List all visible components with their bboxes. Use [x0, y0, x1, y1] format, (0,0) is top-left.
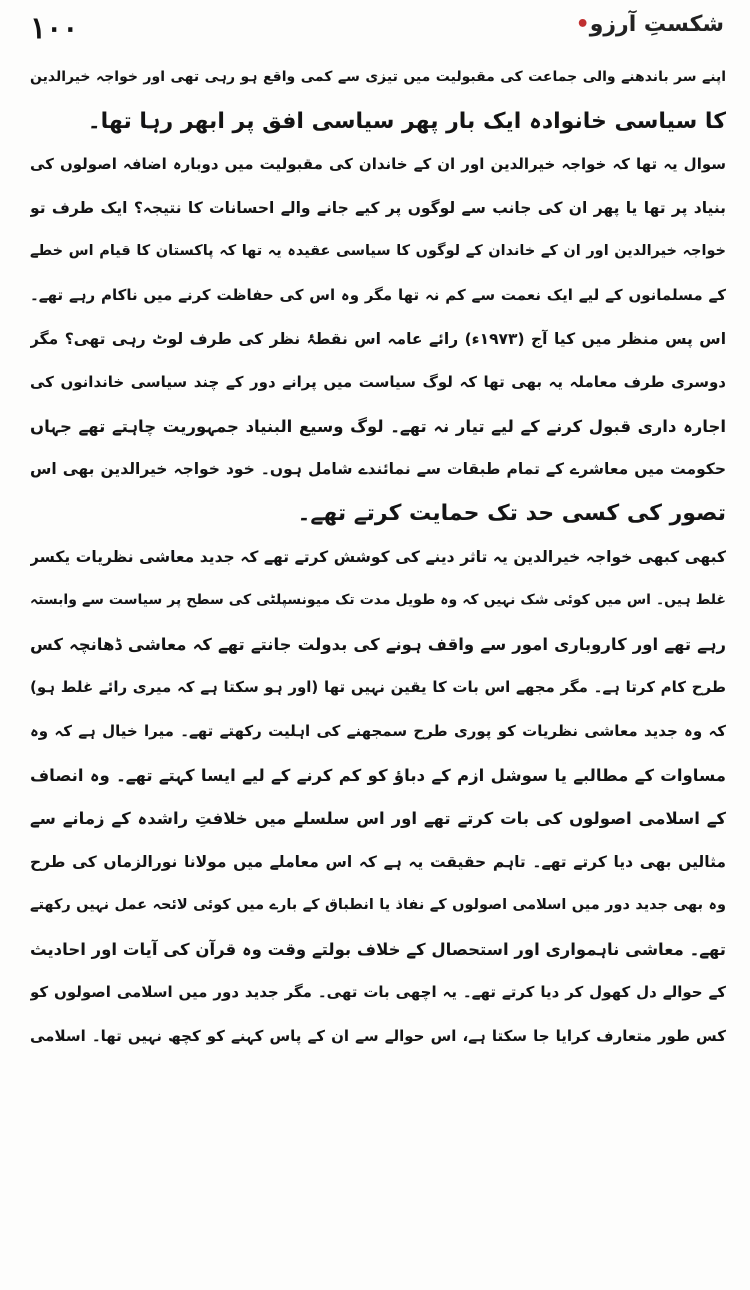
text-line: مساوات کے مطالبے یا سوشل ازم کے دباؤ کو کم کرنے کے لیے ایسا کہتے تھے۔ وہ انصاف — [30, 765, 726, 785]
text-line: طرح کام کرتا ہے۔ مگر مجھے اس بات کا یقین نہیں تھا (اور ہو سکتا ہے کہ میری رائے غلط ہو) — [30, 678, 726, 697]
page-header — [22, 8, 728, 54]
bullet-dot-icon: • — [575, 12, 590, 37]
text-line: کے حوالے دل کھول کر دیا کرتے تھے۔ یہ اچھی بات تھی۔ مگر جدید دور میں اسلامی اصولوں کو — [30, 983, 726, 1002]
text-line: خواجہ خیرالدین اور ان کے خاندان کے لوگوں کا سیاسی عقیدہ یہ تھا کہ پاکستان کا قیام اس خطے — [30, 243, 726, 260]
text-line: کس طور متعارف کرایا جا سکتا ہے، اس حوالے سے ان کے پاس کہنے کو کچھ نہیں تھا۔ اسلامی — [30, 1027, 726, 1046]
body-text — [30, 56, 726, 1059]
running-title — [570, 12, 724, 38]
text-line: کہ وہ جدید معاشی نظریات کو پوری طرح سمجھنے کی اہلیت رکھتے تھے۔ میرا خیال ہے کہ وہ — [30, 721, 726, 740]
text-line: اجارہ داری قبول کرنے کے لیے تیار نہ تھے۔ لوگ وسیع البنیاد جمہوریت چاہتے تھے جہاں — [30, 416, 726, 436]
text-line: تصور کی کسی حد تک حمایت کرتے تھے۔ — [297, 500, 726, 526]
text-line: کے مسلمانوں کے لیے ایک نعمت سے کم نہ تھا مگر وہ اس کی حفاظت کرنے میں ناکام رہے تھے۔ — [30, 285, 726, 304]
text-line: مثالیں بھی دیا کرتے تھے۔ تاہم حقیقت یہ ہے کہ اس معاملے میں مولانا نورالزماں کی طرح — [30, 852, 726, 871]
text-line: حکومت میں معاشرے کے تمام طبقات سے نمائندے شامل ہوں۔ خود خواجہ خیرالدین بھی اس — [30, 460, 726, 479]
text-line: کبھی کبھی خواجہ خیرالدین یہ تاثر دینے کی کوشش کرتے تھے کہ جدید معاشی نظریات یکسر — [30, 547, 726, 566]
text-line: وہ بھی جدید دور میں اسلامی اصولوں کے نفاذ یا انطباق کے بارے میں کوئی لائحہ عمل نہیں رکھتے — [30, 897, 726, 914]
text-line: کے اسلامی اصولوں کی بات کرتے تھے اور اس سلسلے میں خلافتِ راشدہ کے زمانے سے — [30, 809, 726, 829]
text-line: اس پس منظر میں کیا آج (۱۹۷۳ء) رائے عامہ اس نقطۂ نظر کی طرف لوٹ رہی تھی؟ مگر — [30, 329, 726, 348]
text-line: بنیاد پر تھا یا پھر ان کی جانب سے لوگوں پر کیے جانے والے احسانات کا نتیجہ؟ ایک طرف تو — [30, 198, 726, 217]
text-line: کا سیاسی خانوادہ ایک بار پھر سیاسی افق پر ابھر رہا تھا۔ — [87, 108, 726, 134]
text-line: غلط ہیں۔ اس میں کوئی شک نہیں کہ وہ طویل مدت تک میونسپلٹی کی سطح پر سیاست سے وابستہ — [30, 592, 726, 609]
text-line: رہے تھے اور کاروباری امور سے واقف ہونے کی بدولت جانتے تھے کہ معاشی ڈھانچہ کس — [30, 634, 726, 654]
running-title-text: شکستِ آرزو — [589, 12, 724, 37]
text-line: اپنے سر باندھنے والی جماعت کی مقبولیت میں تیزی سے کمی واقع ہو رہی تھی اور خواجہ خیرالدین — [30, 69, 726, 85]
text-line: سوال یہ تھا کہ خواجہ خیرالدین اور ان کے خاندان کی مقبولیت میں دوبارہ اضافہ اصولوں کی — [30, 155, 726, 174]
text-line: دوسری طرف معاملہ یہ بھی تھا کہ لوگ سیاست میں پرانے دور کے چند سیاسی خاندانوں کی — [30, 373, 726, 392]
page-number: ۱۰۰ — [30, 11, 79, 46]
text-line: تھے۔ معاشی ناہمواری اور استحصال کے خلاف بولتے وقت وہ قرآن کی آیات اور احادیث — [30, 939, 726, 959]
